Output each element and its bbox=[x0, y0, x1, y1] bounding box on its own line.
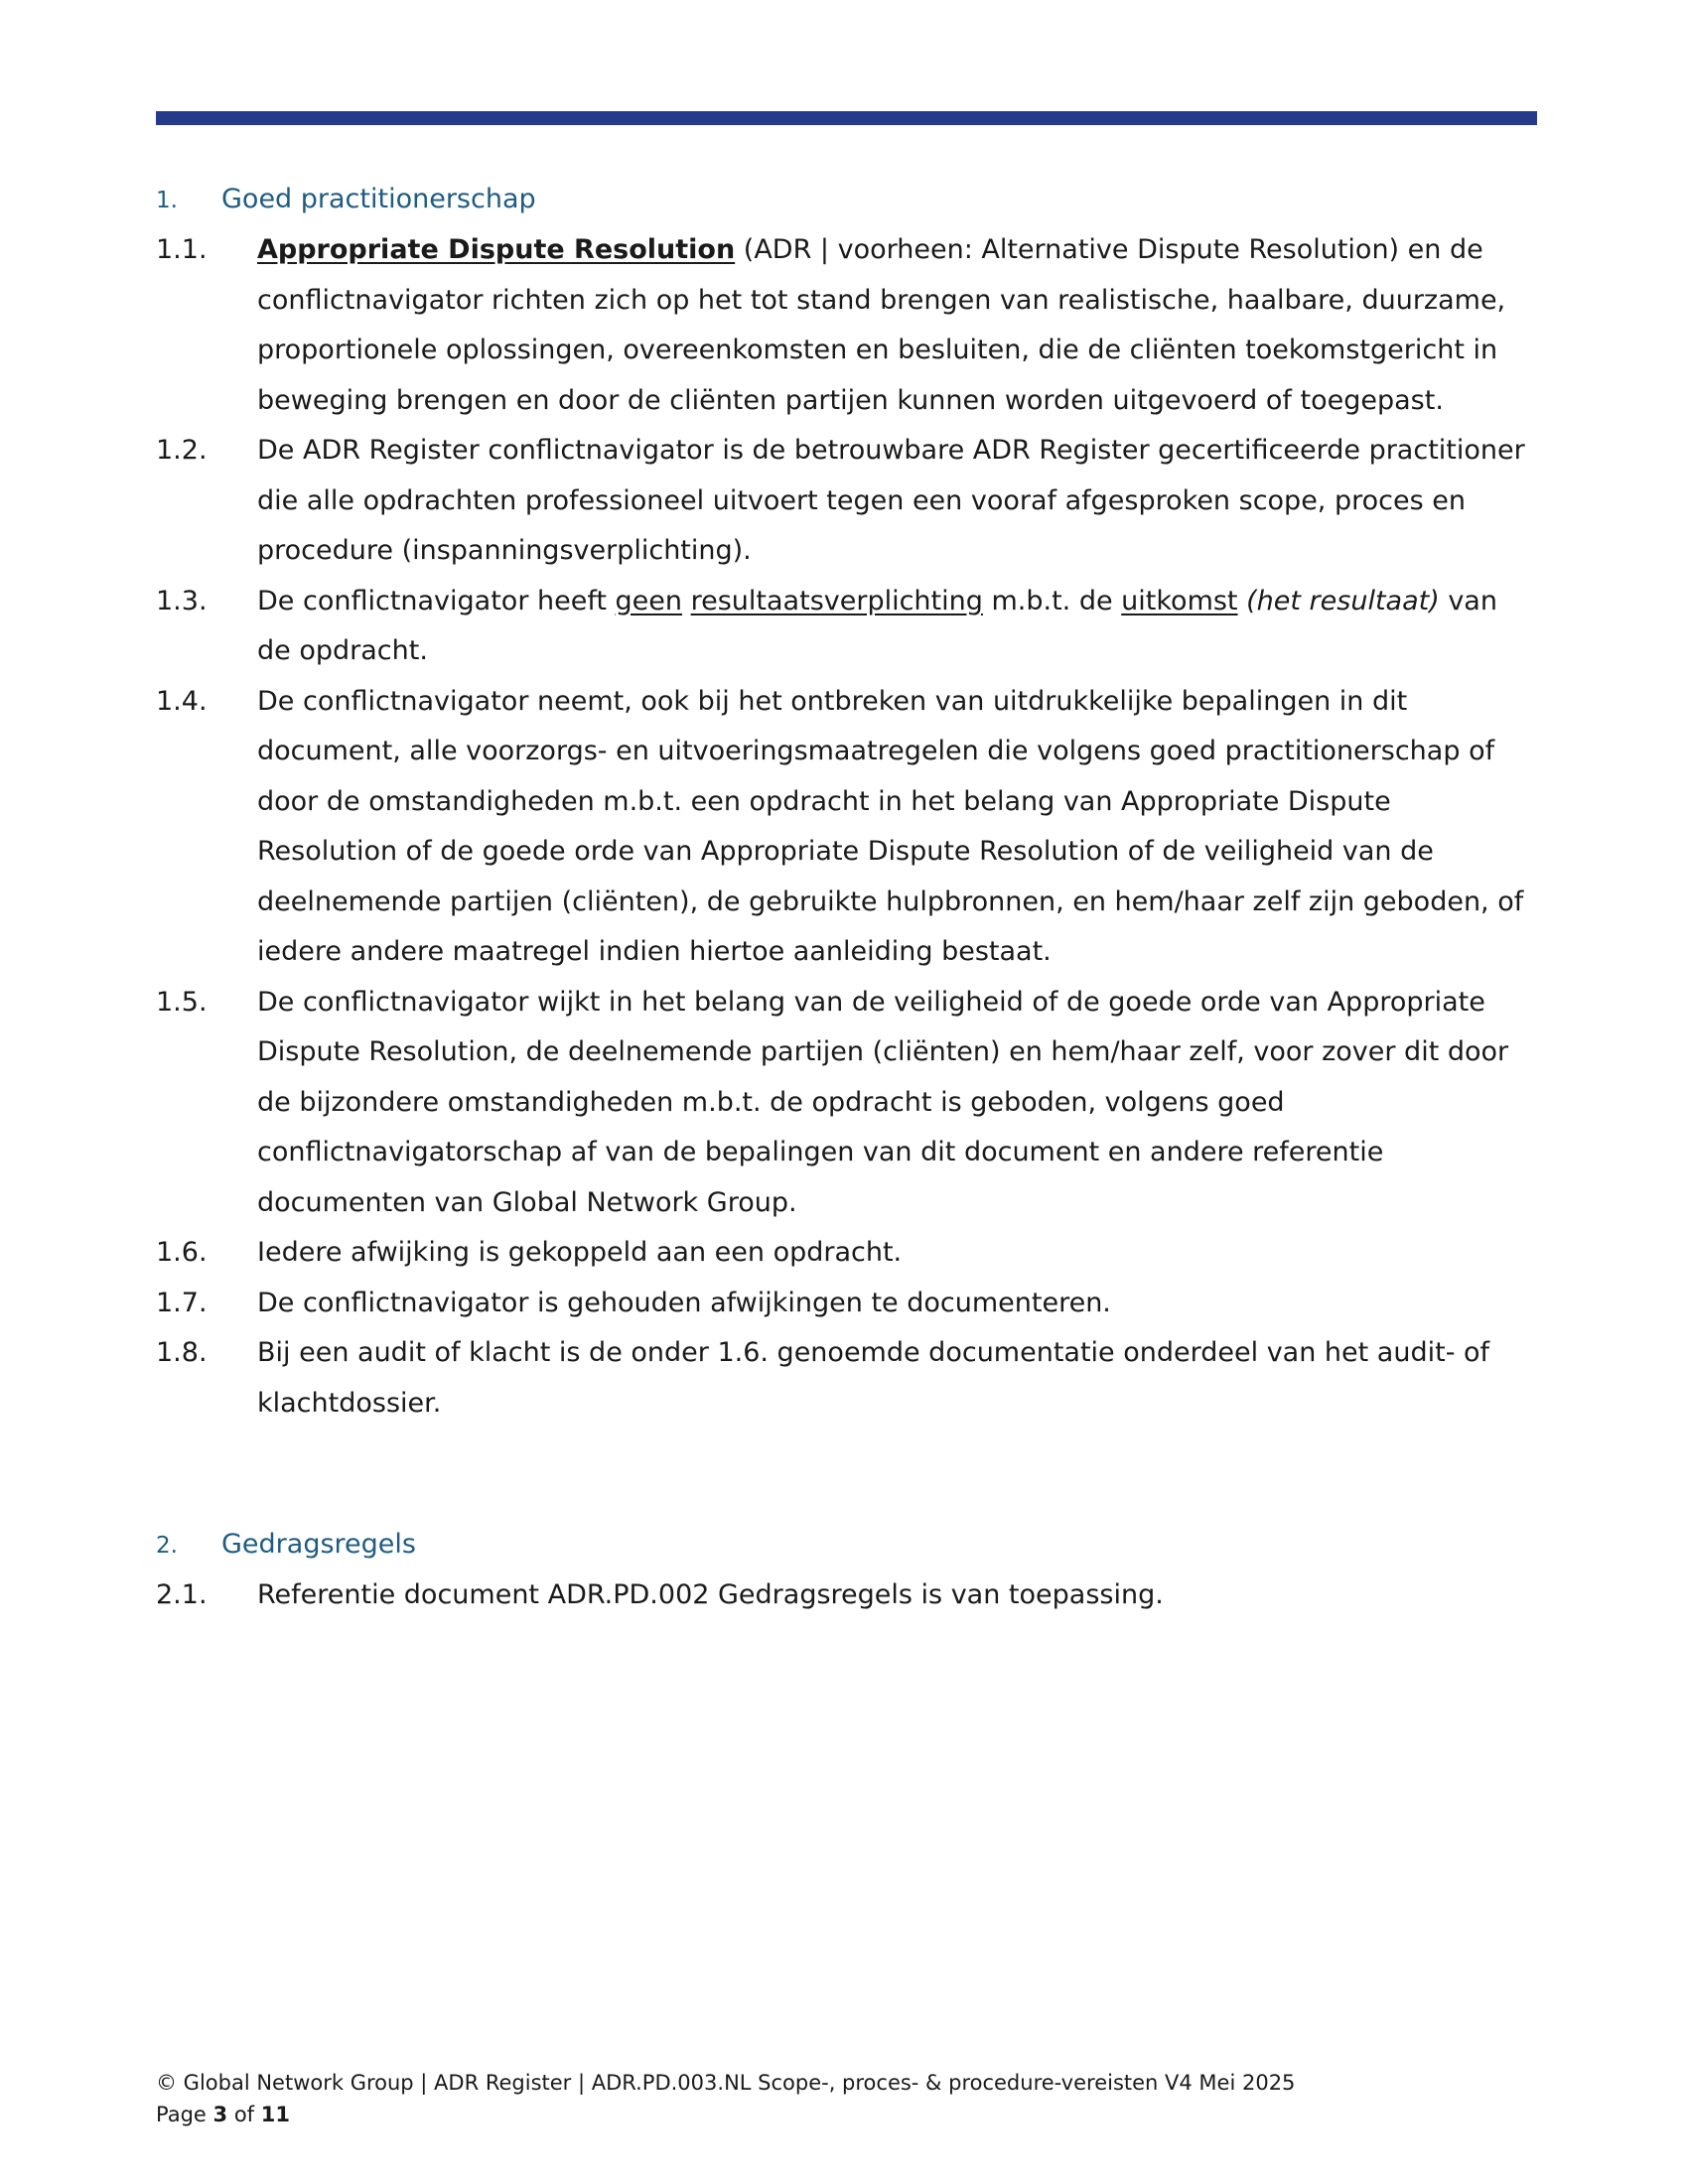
page-counter: Page 3 of 11 bbox=[156, 2103, 290, 2126]
clause-number: 1.4. bbox=[156, 685, 208, 717]
underlined-term: uitkomst bbox=[1121, 585, 1238, 616]
section-number: 2. bbox=[156, 1533, 178, 1559]
clause-text: De conflictnavigator neemt, ook bij het ontbreken van uitdrukkelijke bepalingen in dit document, alle voorzorgs- en uitvoeringsmaatregelen die volgens goed practitionerschap of door de omstandigheden m.b.t. een opdracht in het belang van Appropriate Dispute Resolution of de goede orde van Appropriate Dispute Resolution of de veiligheid van de deelnemende partijen (cliënten), de gebruikte hulpbronnen, en hem/haar zelf zijn geboden, of iedere andere maatregel indien hiertoe aanleiding bestaat. bbox=[257, 685, 1524, 967]
section-title: Gedragsregels bbox=[221, 1529, 416, 1560]
section-spacer bbox=[156, 1429, 1546, 1520]
current-page: 3 bbox=[212, 2103, 228, 2126]
clause-2-1 bbox=[156, 1570, 1546, 1621]
clause-1-6 bbox=[156, 1228, 1546, 1279]
clause-number: 1.1. bbox=[156, 234, 208, 265]
section-title: Goed practitionerschap bbox=[221, 184, 536, 214]
adr-term-link[interactable]: Appropriate Dispute Resolution bbox=[257, 234, 736, 265]
clause-number: 1.5. bbox=[156, 986, 208, 1018]
clause-number: 1.3. bbox=[156, 585, 208, 616]
italic-term: (het resultaat) bbox=[1246, 585, 1440, 616]
clause-1-3 bbox=[156, 577, 1546, 677]
page-footer bbox=[156, 2067, 1295, 2130]
total-pages: 11 bbox=[260, 2103, 290, 2126]
section-heading-1 bbox=[156, 175, 1546, 225]
clause-number: 1.7. bbox=[156, 1287, 208, 1318]
clause-number: 1.2. bbox=[156, 435, 208, 466]
header-rule bbox=[156, 111, 1537, 125]
section-number: 1. bbox=[156, 188, 178, 213]
underlined-term: geen bbox=[615, 585, 683, 616]
clause-text: Appropriate Dispute Resolution (ADR | voorheen: Alternative Dispute Resolution) en de conflictnavigator richten zich op het tot stand brengen van realistische, haalbare, duurzame, proportionele oplossingen, overeenkomsten en besluiten, die de cliënten toekomstgericht in beweging brengen en door de cliënten partijen kunnen worden uitgevoerd of toegepast. bbox=[257, 234, 1506, 416]
clause-1-5 bbox=[156, 978, 1546, 1229]
clause-1-1 bbox=[156, 225, 1546, 426]
document-body bbox=[156, 175, 1546, 1621]
clause-text: Bij een audit of klacht is de onder 1.6. genoemde documentatie onderdeel van het audit- of klachtdossier. bbox=[257, 1337, 1490, 1419]
clause-1-4 bbox=[156, 677, 1546, 978]
clause-text: De conflictnavigator heeft geen resultaatsverplichting m.b.t. de uitkomst (het resultaat) van de opdracht. bbox=[257, 585, 1497, 666]
clause-1-2 bbox=[156, 426, 1546, 577]
clause-text: De ADR Register conflictnavigator is de betrouwbare ADR Register gecertificeerde practitioner die alle opdrachten professioneel uitvoert tegen een vooraf afgesproken scope, proces en procedure (inspanningsverplichting). bbox=[257, 435, 1525, 566]
clause-1-8 bbox=[156, 1328, 1546, 1429]
clause-text: De conflictnavigator is gehouden afwijkingen te documenteren. bbox=[257, 1287, 1111, 1318]
clause-number: 2.1. bbox=[156, 1579, 208, 1610]
clause-number: 1.8. bbox=[156, 1337, 208, 1368]
clause-text: Referentie document ADR.PD.002 Gedragsregels is van toepassing. bbox=[257, 1579, 1164, 1610]
clause-1-7 bbox=[156, 1279, 1546, 1329]
section-heading-2 bbox=[156, 1520, 1546, 1570]
clause-text: Iedere afwijking is gekoppeld aan een opdracht. bbox=[257, 1237, 903, 1268]
footer-copyright: © Global Network Group | ADR Register | ADR.PD.003.NL Scope-, proces- & procedure-vereisten V4 Mei 2025 bbox=[156, 2071, 1296, 2095]
clause-text: De conflictnavigator wijkt in het belang van de veiligheid of de goede orde van Appropriate Dispute Resolution, de deelnemende partijen (cliënten) en hem/haar zelf, voor zover dit door de bijzondere omstandigheden m.b.t. de opdracht is geboden, volgens goed conflictnavigatorschap af van de bepalingen van dit document en andere referentie documenten van Global Network Group. bbox=[257, 986, 1509, 1218]
underlined-term: resultaatsverplichting bbox=[690, 585, 983, 616]
clause-number: 1.6. bbox=[156, 1237, 208, 1268]
